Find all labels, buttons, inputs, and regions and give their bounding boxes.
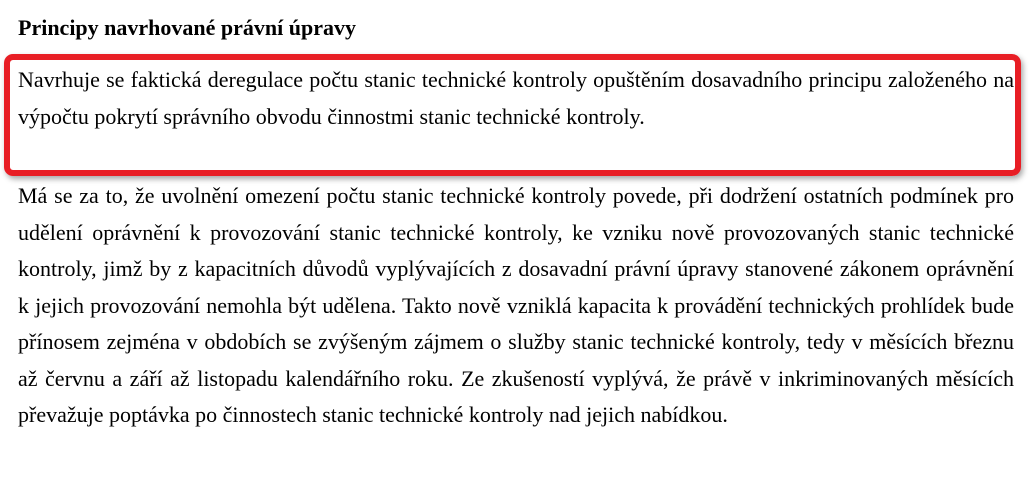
body-paragraph: Má se za to, že uvolnění omezení počtu stanic technické kontroly povede, při dodržení ostatních podmínek pro udělení oprávnění k provozování stanic technické kontroly, ke vzniku nově provozovaných stanic technické kontroly, jimž by z kapacitních důvodů vyplývajících z dosavadní právní úpravy stanovené zákonem oprávnění k jejich provozování nemohla být udělena. Takto nově vzniklá kapacita k provádění technických prohlídek bude přínosem zejména v obdobích se zvýšeným zájmem o služby stanic technické kontroly, tedy v měsících březnu až červnu a září až listopadu kalendářního roku. Ze zkušeností vyplývá, že právě v inkriminovaných měsících převažuje poptávka po činnostech stanic technické kontroly nad jejich nabídkou.	[18, 183, 1014, 427]
section-heading: Principy navrhované právní úpravy	[18, 15, 356, 40]
highlighted-paragraph: Navrhuje se faktická deregulace počtu stanic technické kontroly opuštěním dosavadního principu založeného na výpočtu pokrytí správního obvodu činnostmi stanic technické kontroly.	[18, 67, 1014, 129]
document-page	[18, 12, 1014, 427]
